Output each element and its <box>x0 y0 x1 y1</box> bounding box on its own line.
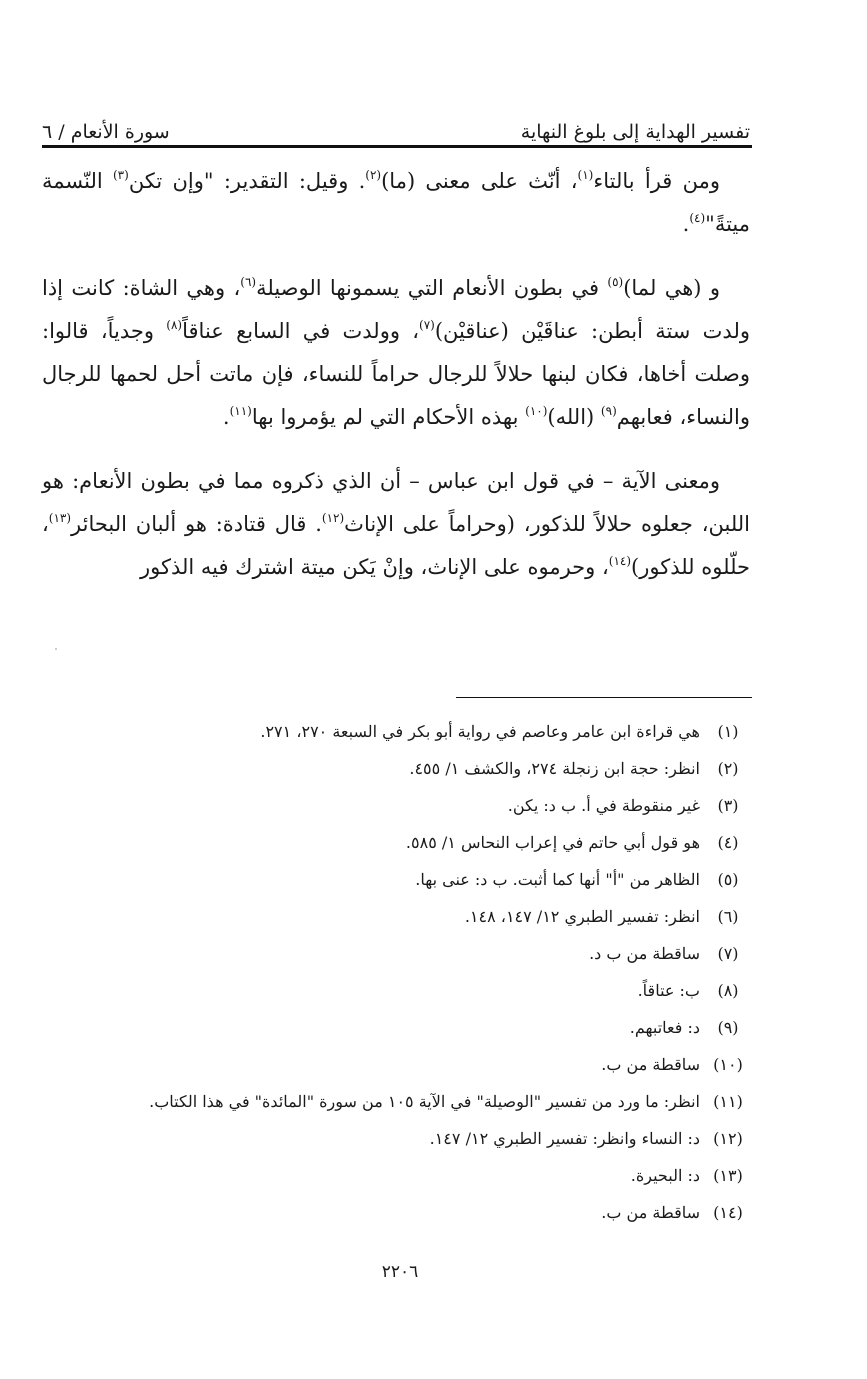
footnote-number: (١١) <box>713 1092 743 1111</box>
footnote-marker: (٨) <box>166 318 183 332</box>
surah-page-label: سورة الأنعام / ٦ <box>42 121 170 143</box>
footnote-number: (١) <box>717 722 739 741</box>
footnote-text: غير منقوطة في أ. ب د: يكن. <box>507 796 700 815</box>
text-span: (الله) <box>547 405 601 429</box>
footnote-text: د: فعاتبهم. <box>629 1018 700 1037</box>
text-span: . قال قتادة: هو ألبان البحائر <box>71 512 322 536</box>
footnote-number: (٢) <box>717 759 739 778</box>
footnote-item <box>42 1194 756 1231</box>
paragraph-2 <box>42 267 750 439</box>
book-title: تفسير الهداية إلى بلوغ النهاية <box>520 121 750 143</box>
footnote-text: ساقطة من ب. <box>601 1055 700 1074</box>
text-span: ، حلّلوه للذكور) <box>42 512 750 579</box>
text-span: . <box>222 405 230 429</box>
footnote-text: ساقطة من ب. <box>601 1203 700 1222</box>
text-span: النّسمة ميتةً" <box>42 169 750 236</box>
footnote-item <box>42 1009 756 1046</box>
paragraph-3 <box>42 460 750 589</box>
scan-speck <box>55 648 57 650</box>
footnote-item <box>42 861 756 898</box>
footnote-text: انظر: ما ورد من تفسير "الوصيلة" في الآية ١٠٥ من سورة "المائدة" في هذا الكتاب. <box>149 1092 700 1111</box>
footnote-marker: (٤) <box>689 211 706 225</box>
main-text <box>42 160 750 610</box>
text-span: . <box>682 212 690 236</box>
running-header <box>42 103 750 143</box>
page-number: ٢٢٠٦ <box>381 1262 419 1282</box>
footnote-marker: (٩) <box>600 404 617 418</box>
footnote-text: ساقطة من ب د. <box>589 944 700 963</box>
footnote-number: (٨) <box>717 981 739 1000</box>
text-span: ، وولدت في السابع عناقاً <box>182 319 420 343</box>
footnote-item <box>42 750 756 787</box>
footnote-marker: (١٢) <box>321 511 345 525</box>
footnote-item <box>42 1120 756 1157</box>
footnote-text: هو قول أبي حاتم في إعراب النحاس ١/ ٥٨٥. <box>405 833 700 852</box>
footnote-item <box>42 898 756 935</box>
footnote-item <box>42 1157 756 1194</box>
footnote-number: (٧) <box>717 944 739 963</box>
text-span: ، وهي الشاة: كانت إذا ولدت ستة أبطن: عناقَيْن (عناقيْن) <box>42 276 750 343</box>
footnote-number: (٤) <box>717 833 739 852</box>
footnote-number: (١٠) <box>713 1055 743 1074</box>
footnote-marker: (٣) <box>112 168 129 182</box>
footnote-marker: (٢) <box>365 168 382 182</box>
text-span: و (هي لما) <box>623 276 720 300</box>
footnote-number: (٩) <box>717 1018 739 1037</box>
footnote-marker: (١١) <box>229 404 252 418</box>
footnote-item <box>42 935 756 972</box>
footnote-text: د: البحيرة. <box>630 1166 700 1185</box>
footnote-text: ب: عتاقاً. <box>637 981 700 1000</box>
footnotes-list <box>42 713 756 1231</box>
footnote-text: انظر: حجة ابن زنجلة ٢٧٤، والكشف ١/ ٤٥٥. <box>409 759 700 778</box>
footnote-text: د: النساء وانظر: تفسير الطبري ١٢/ ١٤٧. <box>429 1129 700 1148</box>
footnote-item <box>42 1046 756 1083</box>
footnote-text: الظاهر من "أ" أنها كما أثبت. ب د: عنى بها. <box>415 870 700 889</box>
footnote-number: (١٢) <box>713 1129 743 1148</box>
footnote-number: (٥) <box>717 870 739 889</box>
footnote-item <box>42 1083 756 1120</box>
footnote-marker: (١) <box>577 168 594 182</box>
footnote-number: (١٤) <box>713 1203 743 1222</box>
text-span: وجدياً، قالوا: وصلت أخاها، فكان لبنها حلالاً للرجال حراماً للنساء، فإن ماتت أحل لحمها للرجال والنساء، فعابهم <box>42 319 750 429</box>
footnote-marker: (١٤) <box>608 554 632 568</box>
footnote-item <box>42 787 756 824</box>
footnote-number: (٣) <box>717 796 739 815</box>
text-span: في بطون الأنعام التي يسمونها الوصيلة <box>256 276 608 300</box>
text-span: . وقيل: التقدير: "وإن تكن <box>128 169 366 193</box>
footnote-item <box>42 713 756 750</box>
text-span: بهذه الأحكام التي لم يؤمروا بها <box>251 405 526 429</box>
header-rule <box>42 145 752 148</box>
footnote-separator <box>456 697 752 698</box>
text-span: ، وحرموه على الإناث، وإنْ يَكن ميتة اشترك فيه الذكور <box>139 555 609 579</box>
text-span: ومعنى الآية – في قول ابن عباس – أن الذي ذكروه مما في بطون الأنعام: هو اللبن، جعلوه حلالاً للذكور، (وحراماً على الإناث <box>42 469 751 536</box>
footnote-marker: (١٠) <box>525 404 548 418</box>
footnote-item <box>42 972 756 1009</box>
footnote-text: انظر: تفسير الطبري ١٢/ ١٤٧، ١٤٨. <box>464 907 700 926</box>
footnote-marker: (٦) <box>240 275 257 289</box>
footnote-text: هي قراءة ابن عامر وعاصم في رواية أبو بكر في السبعة ٢٧٠، ٢٧١. <box>260 722 700 741</box>
footnote-item <box>42 824 756 861</box>
text-span: ، أنّث على معنى (ما) <box>381 169 578 193</box>
footnote-marker: (١٣) <box>48 511 72 525</box>
footnote-marker: (٥) <box>607 275 624 289</box>
text-span: ومن قرأ بالتاء <box>593 169 720 193</box>
paragraph-1 <box>42 160 750 246</box>
footnote-number: (١٣) <box>713 1166 743 1185</box>
footnote-marker: (٧) <box>419 318 435 332</box>
footnote-number: (٦) <box>717 907 739 926</box>
